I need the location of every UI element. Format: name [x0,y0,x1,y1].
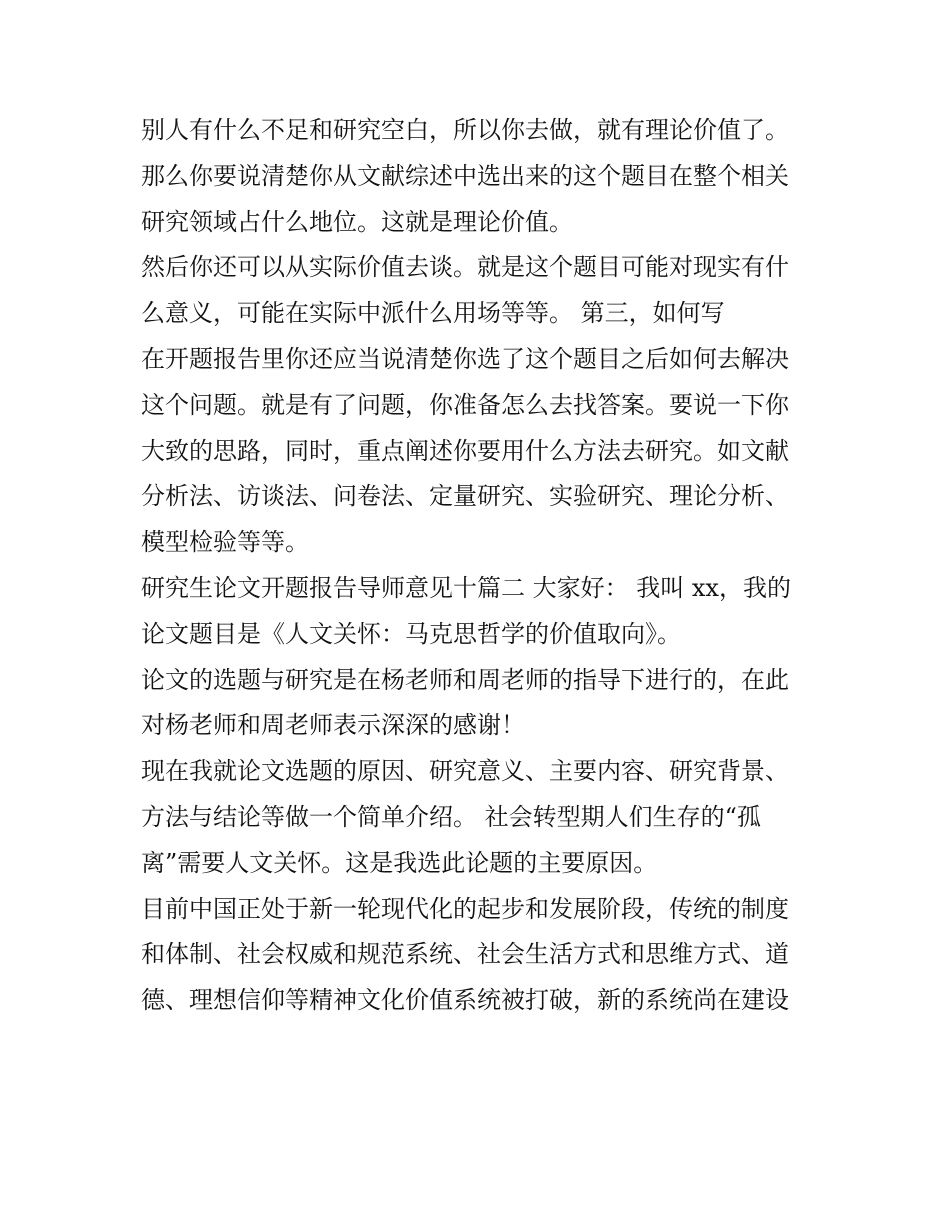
text-line: 方法与结论等做一个简单介绍。 社会转型期人们生存的“孤 [141,802,761,831]
document-body [141,108,821,1024]
text-line: 和体制、社会权威和规范系统、社会生活方式和思维方式、道 [141,940,789,969]
text-line: 模型检验等等。 [141,528,309,557]
text-line: 论文的选题与研究是在杨老师和周老师的指导下进行的，在此 [141,665,789,694]
text-line: 现在我就论文选题的原因、研究意义、主要内容、研究背景、 [141,757,789,786]
text-line: 大致的思路，同时，重点阐述你要用什么方法去研究。如文献 [141,436,789,465]
text-line: 这个问题。就是有了问题，你准备怎么去找答案。要说一下你 [141,390,789,419]
text-line: 研究领域占什么地位。这就是理论价值。 [141,207,573,236]
text-line: 在开题报告里你还应当说清楚你选了这个题目之后如何去解决 [141,344,789,373]
text-line: 分析法、访谈法、问卷法、定量研究、实验研究、理论分析、 [141,482,789,511]
text-line: 论文题目是《人文关怀：马克思哲学的价值取向》。 [141,619,681,648]
text-line: 对杨老师和周老师表示深深的感谢！ [141,711,525,740]
text-line: 目前中国正处于新一轮现代化的起步和发展阶段，传统的制度 [141,894,789,923]
text-line: 然后你还可以从实际价值去谈。就是这个题目可能对现实有什 [141,253,789,282]
text-line: 研究生论文开题报告导师意见十篇二 大家好： 我叫 xx，我的 [141,573,791,602]
text-line: 那么你要说清楚你从文献综述中选出来的这个题目在整个相关 [141,161,789,190]
text-line: 德、理想信仰等精神文化价值系统被打破，新的系统尚在建设 [141,986,789,1015]
text-line: 么意义，可能在实际中派什么用场等等。 第三，如何写 [141,299,725,328]
text-line: 离”需要人文关怀。这是我选此论题的主要原因。 [141,848,658,877]
text-line: 别人有什么不足和研究空白，所以你去做，就有理论价值了。 [141,116,789,144]
